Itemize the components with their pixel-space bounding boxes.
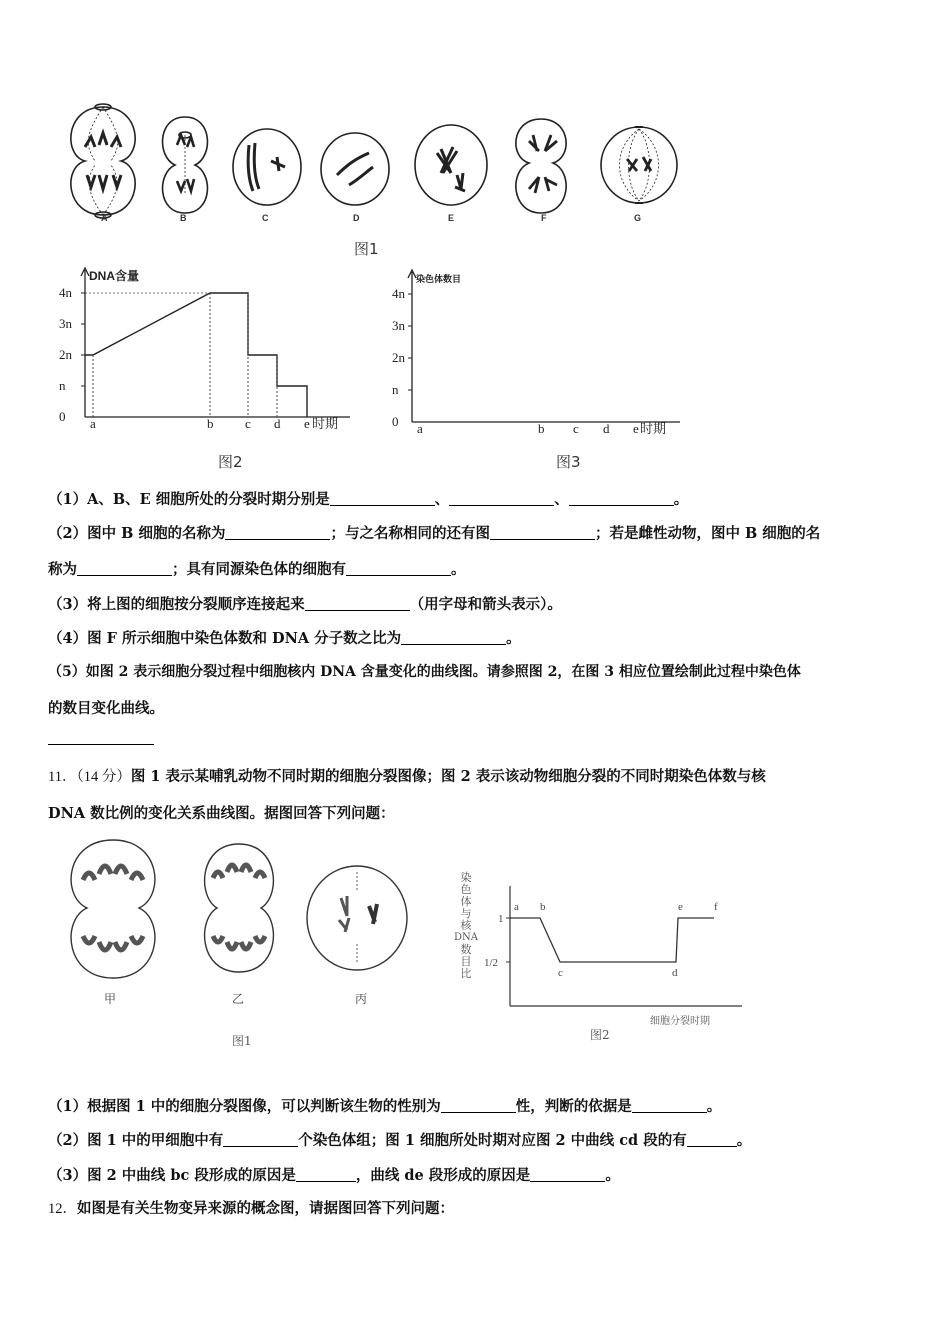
- figure3-xtick-label: a: [417, 421, 423, 436]
- q10-item-1: （1）A、B、E 细胞所处的分裂时期分别是 、 、 。: [48, 491, 689, 508]
- cell-jia: [71, 840, 155, 978]
- answer-blank[interactable]: [490, 525, 595, 540]
- cell-A: [71, 104, 135, 218]
- q11-figure2-ratio-line: [510, 918, 714, 962]
- cell-label-B: B: [180, 213, 187, 223]
- figure3-xtick-label: c: [573, 421, 579, 436]
- answer-blank[interactable]: [401, 630, 506, 645]
- answer-blank[interactable]: [296, 1167, 356, 1182]
- answer-blank[interactable]: [530, 1167, 605, 1182]
- q11-figure2-caption: 图2: [590, 1028, 610, 1042]
- answer-blank[interactable]: [330, 491, 435, 506]
- answer-blank[interactable]: [225, 525, 330, 540]
- cell-C: [233, 129, 301, 205]
- q11-figure2-point-label: c: [558, 967, 563, 979]
- q10-item-3: （3）将上图的细胞按分裂顺序连接起来 （用字母和箭头表示）。: [48, 596, 562, 613]
- cell-bing: [307, 866, 407, 970]
- q11-figure2-ytick-label: 1: [498, 913, 504, 925]
- cell-label-F: F: [541, 213, 547, 223]
- q12-stem: 12．如图是有关生物变异来源的概念图，请据图回答下列问题：: [48, 1200, 454, 1217]
- answer-blank[interactable]: [632, 1098, 707, 1113]
- q11-figure2-point-label: f: [714, 901, 718, 913]
- cell-D: [321, 133, 389, 205]
- figure2-caption: 图2: [218, 453, 243, 471]
- figure2-ytick-label: n: [59, 378, 66, 393]
- answer-blank[interactable]: [449, 491, 554, 506]
- q10-item-2: （2）图中 B 细胞的名称为 ；与之名称相同的还有图 ；若是雌性动物，图中 B 细胞的名: [48, 525, 821, 542]
- figure2-xtick-label: b: [207, 416, 214, 431]
- figure2-xlabel: 时期: [312, 416, 339, 431]
- answer-blank[interactable]: [441, 1098, 516, 1113]
- cell-B: [163, 117, 208, 213]
- cell-yi: [205, 844, 274, 972]
- answer-blank[interactable]: [346, 561, 451, 576]
- figure3-ytick-label: 3n: [392, 318, 405, 333]
- figure2-xtick-label: e: [304, 416, 310, 431]
- figure3-ytick-label: 4n: [392, 286, 405, 301]
- figure3-xlabel: 时期: [640, 421, 667, 436]
- figure3-ytick-label: 0: [392, 414, 399, 429]
- cell-label-A: A: [101, 213, 108, 223]
- cell-F: [516, 119, 566, 213]
- q11-figure2-point-label: e: [678, 901, 683, 913]
- cell-label-D: D: [353, 213, 360, 223]
- q11-figure2-ytick-label: 1/2: [484, 957, 499, 969]
- q10-item-5-cont: 的数目变化曲线。: [48, 700, 164, 717]
- figure2-xtick-label: c: [245, 416, 251, 431]
- q11-item-1: （1）根据图 1 中的细胞分裂图像，可以判断该生物的性别为 性，判断的依据是 。: [48, 1098, 722, 1115]
- figure3-ylabel: 染色体数目: [416, 274, 462, 284]
- q10-item-2-cont: 称为 ；具有同源染色体的细胞有 。: [48, 561, 466, 578]
- answer-blank[interactable]: [77, 561, 172, 576]
- cell-E: [415, 125, 487, 205]
- figure3-chart: [390, 262, 690, 442]
- q11-figure2-point-label: a: [514, 901, 519, 913]
- cell-label-G: G: [634, 213, 642, 223]
- figure3-ytick-label: 2n: [392, 350, 405, 365]
- q11-figure1-caption: 图1: [232, 1034, 252, 1048]
- figure3-caption: 图3: [556, 453, 581, 471]
- cell-label-bing: 丙: [355, 992, 368, 1006]
- q11-figure2-chart: [480, 880, 750, 1040]
- figure2-ylabel: DNA含量: [89, 269, 139, 283]
- q11-figure2-xlabel: 细胞分裂时期: [650, 1016, 710, 1027]
- answer-blank[interactable]: [223, 1132, 298, 1147]
- q11-figure2-ylabel: 染 色 体 与 核 DNA 数 目 比: [454, 871, 478, 980]
- q10-item-4: （4）图 F 所示细胞中染色体数和 DNA 分子数之比为 。: [48, 630, 521, 647]
- figure2-chart: [55, 262, 355, 442]
- figure2-ytick-label: 2n: [59, 347, 72, 362]
- q10-item-5: （5）如图 2 表示细胞分裂过程中细胞核内 DNA 含量变化的曲线图。请参照图 2，在图 3 相应位置绘制此过程中染色体: [48, 664, 801, 680]
- separator-rule: [48, 744, 154, 745]
- figure2-ytick-label: 4n: [59, 285, 72, 300]
- cell-label-C: C: [262, 213, 269, 223]
- q11-figure2-point-label: b: [540, 901, 546, 913]
- figure2-xtick-label: a: [90, 416, 96, 431]
- figure1-caption: 图1: [354, 240, 379, 258]
- q11-figure2-point-label: d: [672, 967, 678, 979]
- cell-G: [601, 127, 677, 203]
- figure2-xtick-label: d: [274, 416, 281, 431]
- figure2-ytick-label: 3n: [59, 316, 72, 331]
- cell-label-jia: 甲: [104, 992, 117, 1006]
- figure2-ytick-label: 0: [59, 409, 66, 424]
- figure1-cell-labels: [0, 213, 950, 227]
- answer-blank[interactable]: [687, 1132, 737, 1147]
- answer-blank[interactable]: [569, 491, 674, 506]
- cell-label-E: E: [448, 213, 455, 223]
- q11-stem-line1: 11．（14 分）图 1 表示某哺乳动物不同时期的细胞分裂图像；图 2 表示该动物细胞分裂的不同时期染色体数与核: [48, 768, 766, 785]
- cell-label-yi: 乙: [232, 992, 245, 1006]
- q11-item-3: （3）图 2 中曲线 bc 段形成的原因是 ，曲线 de 段形成的原因是 。: [48, 1167, 620, 1184]
- q11-item-2: （2）图 1 中的甲细胞中有 个染色体组；图 1 细胞所处时期对应图 2 中曲线 cd 段的有 。: [48, 1132, 752, 1149]
- q11-stem-line2: DNA 数比例的变化关系曲线图。据图回答下列问题：: [48, 805, 395, 822]
- figure3-xtick-label: e: [633, 421, 639, 436]
- figure2-dna-line: [85, 293, 307, 417]
- figure3-xtick-label: d: [603, 421, 610, 436]
- figure3-ytick-label: n: [392, 382, 399, 397]
- figure3-xtick-label: b: [538, 421, 545, 436]
- answer-blank[interactable]: [305, 596, 410, 611]
